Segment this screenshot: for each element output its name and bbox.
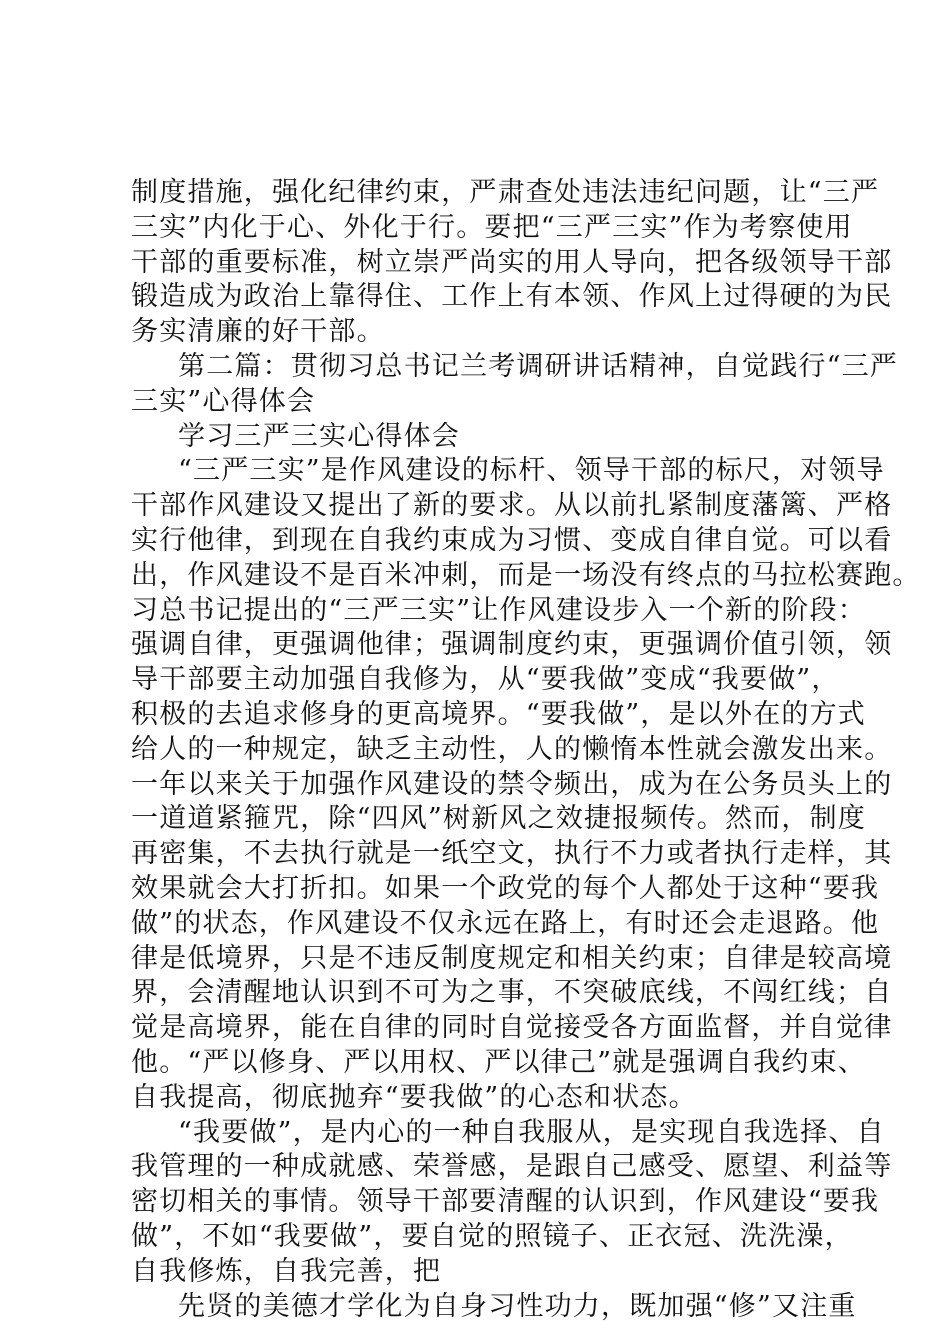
text-line: 觉是高境界，能在自律的同时自觉接受各方面监督，并自觉律 bbox=[131, 1012, 893, 1044]
text-line: 强调自律，更强调他律；强调制度约束，更强调价值引领，领 bbox=[131, 629, 893, 661]
text-line: 效果就会大打折扣。如果一个政党的每个人都处于这种“要我 bbox=[131, 872, 880, 904]
text-line: 我管理的一种成就感、荣誉感，是跟自己感受、愿望、利益等 bbox=[131, 1151, 893, 1183]
section-heading: 三实”心得体会 bbox=[131, 385, 316, 417]
text-line: 做”，不如“我要做”，要自觉的照镜子、正衣冠、洗洗澡， bbox=[131, 1220, 853, 1252]
text-line: 三实”内化于心、外化于行。要把“三严三实”作为考察使用 bbox=[131, 211, 853, 243]
text-line: 他。“严以修身、严以用权、严以律己”就是强调自我约束、 bbox=[131, 1046, 867, 1078]
section-heading: 第二篇：贯彻习总书记兰考调研讲话精神，自觉践行“三严 bbox=[178, 350, 899, 382]
text-line: 再密集，不去执行就是一纸空文，执行不力或者执行走样，其 bbox=[131, 838, 893, 870]
text-line: 锻造成为政治上靠得住、工作上有本领、作风上过得硬的为民 bbox=[131, 281, 893, 313]
text-line: 一年以来关于加强作风建设的禁令频出，成为在公务员头上的 bbox=[131, 768, 893, 800]
document-body bbox=[131, 176, 921, 1324]
text-line: 习总书记提出的“三严三实”让作风建设步入一个新的阶段： bbox=[131, 594, 867, 626]
text-line: 自我提高，彻底抛弃“要我做”的心态和状态。 bbox=[131, 1081, 697, 1113]
text-line: 给人的一种规定，缺乏主动性，人的懒惰本性就会激发出来。 bbox=[131, 733, 893, 765]
text-line: 做”的状态，作风建设不仅永远在路上，有时还会走退路。他 bbox=[131, 907, 880, 939]
text-line: 律是低境界，只是不违反制度规定和相关约束；自律是较高境 bbox=[131, 942, 893, 974]
text-line: 干部作风建设又提出了新的要求。从以前扎紧制度藩篱、严格 bbox=[131, 490, 893, 522]
text-line: 制度措施，强化纪律约束，严肃查处违法违纪问题，让“三严 bbox=[131, 177, 880, 208]
text-line: 出，作风建设不是百米冲刺，而是一场没有终点的马拉松赛跑。 bbox=[131, 559, 921, 591]
text-line: “三严三实”是作风建设的标杆、领导干部的标尺，对领导 bbox=[178, 455, 885, 487]
text-line: 务实清廉的好干部。 bbox=[131, 316, 385, 348]
text-line: 导干部要主动加强自我修为，从“要我做”变成“我要做”， bbox=[131, 664, 840, 696]
text-line: 先贤的美德才学化为自身习性功力，既加强“修”又注重 bbox=[178, 1290, 857, 1322]
text-line: 一道道紧箍咒，除“四风”树新风之效捷报频传。然而，制度 bbox=[131, 803, 867, 835]
subtitle: 学习三严三实心得体会 bbox=[178, 420, 460, 452]
text-line: 实行他律，到现在自我约束成为习惯、变成自律自觉。可以看 bbox=[131, 524, 893, 556]
text-line: 积极的去追求修身的更高境界。“要我做”，是以外在的方式 bbox=[131, 698, 867, 730]
text-line: “我要做”，是内心的一种自我服从，是实现自我选择、自 bbox=[178, 1116, 885, 1148]
text-line: 界，会清醒地认识到不可为之事，不突破底线，不闯红线；自 bbox=[131, 977, 893, 1009]
text-line: 自我修炼，自我完善，把 bbox=[131, 1255, 442, 1287]
text-line: 密切相关的事情。领导干部要清醒的认识到，作风建设“要我 bbox=[131, 1186, 880, 1218]
text-line: 干部的重要标准，树立崇严尚实的用人导向，把各级领导干部 bbox=[131, 246, 893, 278]
